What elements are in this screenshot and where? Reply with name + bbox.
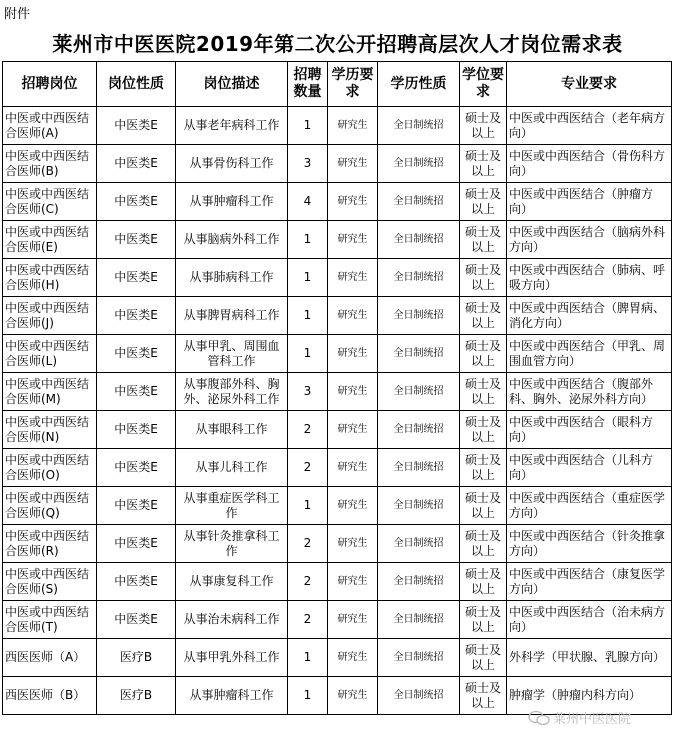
major-requirement-cell: 中医或中西医结合（眼科方向） (507, 411, 672, 449)
header-cell: 招聘岗位 (3, 62, 97, 107)
headcount-cell: 1 (288, 259, 328, 297)
headcount-cell: 1 (288, 107, 328, 145)
header-cell: 岗位性质 (97, 62, 176, 107)
education-type-cell: 全日制统招 (378, 525, 460, 563)
headcount-cell: 1 (288, 677, 328, 715)
education-type-cell: 全日制统招 (378, 183, 460, 221)
education-cell: 研究生 (328, 601, 378, 639)
watermark-text: 莱州中医医院 (553, 712, 632, 727)
education-type-cell: 全日制统招 (378, 487, 460, 525)
table-row (3, 297, 672, 335)
headcount-cell: 3 (288, 373, 328, 411)
header-row (3, 62, 672, 107)
table-row (3, 259, 672, 297)
table-row (3, 449, 672, 487)
table-row (3, 639, 672, 677)
degree-cell: 硕士及以上 (460, 373, 507, 411)
education-type-cell: 全日制统招 (378, 639, 460, 677)
degree-cell: 硕士及以上 (460, 221, 507, 259)
job-description-cell: 从事康复科工作 (176, 563, 288, 601)
degree-cell: 硕士及以上 (460, 297, 507, 335)
job-title-cell: 西医医师（B） (3, 677, 97, 715)
job-description-cell: 从事肿瘤科工作 (176, 183, 288, 221)
table-row (3, 601, 672, 639)
job-description-cell: 从事肿瘤科工作 (176, 677, 288, 715)
table-row (3, 411, 672, 449)
major-requirement-cell: 中医或中西医结合（骨伤科方向） (507, 145, 672, 183)
job-nature-cell: 中医类E (97, 259, 176, 297)
job-nature-cell: 中医类E (97, 411, 176, 449)
header-cell: 专业要求 (507, 62, 672, 107)
job-nature-cell: 中医类E (97, 563, 176, 601)
table-row (3, 373, 672, 411)
education-cell: 研究生 (328, 259, 378, 297)
education-cell: 研究生 (328, 525, 378, 563)
major-requirement-cell: 中医或中西医结合（脑病外科方向） (507, 221, 672, 259)
education-cell: 研究生 (328, 297, 378, 335)
education-type-cell: 全日制统招 (378, 601, 460, 639)
job-description-cell: 从事眼科工作 (176, 411, 288, 449)
education-type-cell: 全日制统招 (378, 221, 460, 259)
job-nature-cell: 中医类E (97, 183, 176, 221)
table-row (3, 183, 672, 221)
headcount-cell: 2 (288, 449, 328, 487)
job-description-cell: 从事脾胃病科工作 (176, 297, 288, 335)
major-requirement-cell: 中医或中西医结合（肿瘤方向） (507, 183, 672, 221)
education-type-cell: 全日制统招 (378, 259, 460, 297)
job-description-cell: 从事儿科工作 (176, 449, 288, 487)
headcount-cell: 1 (288, 639, 328, 677)
job-title-cell: 中医或中西医结合医师(B) (3, 145, 97, 183)
degree-cell: 硕士及以上 (460, 107, 507, 145)
education-cell: 研究生 (328, 145, 378, 183)
major-requirement-cell: 中医或中西医结合（肺病、呼吸方向） (507, 259, 672, 297)
major-requirement-cell: 中医或中西医结合（重症医学方向） (507, 487, 672, 525)
education-cell: 研究生 (328, 221, 378, 259)
job-description-cell: 从事甲乳、周围血管科工作 (176, 335, 288, 373)
degree-cell: 硕士及以上 (460, 525, 507, 563)
degree-cell: 硕士及以上 (460, 639, 507, 677)
education-cell: 研究生 (328, 183, 378, 221)
job-nature-cell: 中医类E (97, 221, 176, 259)
headcount-cell: 1 (288, 487, 328, 525)
degree-cell: 硕士及以上 (460, 259, 507, 297)
job-description-cell: 从事肺病科工作 (176, 259, 288, 297)
education-cell: 研究生 (328, 677, 378, 715)
job-title-cell: 中医或中西医结合医师(C) (3, 183, 97, 221)
job-title-cell: 中医或中西医结合医师(R) (3, 525, 97, 563)
header-cell: 岗位描述 (176, 62, 288, 107)
page-title: 莱州市中医医院2019年第二次公开招聘高层次人才岗位需求表 (52, 32, 623, 56)
headcount-cell: 2 (288, 601, 328, 639)
attachment-label: 附件 (4, 7, 31, 22)
job-description-cell: 从事甲乳外科工作 (176, 639, 288, 677)
header-cell: 学位要求 (460, 62, 507, 107)
degree-cell: 硕士及以上 (460, 335, 507, 373)
major-requirement-cell: 中医或中西医结合（治未病方向） (507, 601, 672, 639)
education-cell: 研究生 (328, 107, 378, 145)
major-requirement-cell: 中医或中西医结合（甲乳、周围血管方向） (507, 335, 672, 373)
header-cell: 学历性质 (378, 62, 460, 107)
major-requirement-cell: 外科学（甲状腺、乳腺方向） (507, 639, 672, 677)
header-cell: 学历要求 (328, 62, 378, 107)
degree-cell: 硕士及以上 (460, 601, 507, 639)
table-row (3, 525, 672, 563)
education-type-cell: 全日制统招 (378, 297, 460, 335)
education-cell: 研究生 (328, 639, 378, 677)
job-title-cell: 中医或中西医结合医师(T) (3, 601, 97, 639)
job-nature-cell: 中医类E (97, 601, 176, 639)
job-description-cell: 从事重症医学科工作 (176, 487, 288, 525)
job-description-cell: 从事针灸推拿科工作 (176, 525, 288, 563)
job-nature-cell: 医疗B (97, 677, 176, 715)
education-type-cell: 全日制统招 (378, 677, 460, 715)
job-title-cell: 中医或中西医结合医师(A) (3, 107, 97, 145)
education-type-cell: 全日制统招 (378, 563, 460, 601)
table-row (3, 221, 672, 259)
header-cell: 招聘数量 (288, 62, 328, 107)
job-nature-cell: 中医类E (97, 449, 176, 487)
wechat-icon (528, 710, 550, 726)
job-title-cell: 中医或中西医结合医师(E) (3, 221, 97, 259)
job-description-cell: 从事老年病科工作 (176, 107, 288, 145)
headcount-cell: 2 (288, 563, 328, 601)
major-requirement-cell: 中医或中西医结合（针灸推拿方向） (507, 525, 672, 563)
job-title-cell: 中医或中西医结合医师(L) (3, 335, 97, 373)
education-type-cell: 全日制统招 (378, 145, 460, 183)
headcount-cell: 1 (288, 221, 328, 259)
job-nature-cell: 医疗B (97, 639, 176, 677)
watermark (528, 708, 631, 727)
major-requirement-cell: 中医或中西医结合（儿科方向） (507, 449, 672, 487)
major-requirement-cell: 中医或中西医结合（腹部外科、胸外、泌尿外科方向） (507, 373, 672, 411)
education-cell: 研究生 (328, 563, 378, 601)
job-nature-cell: 中医类E (97, 525, 176, 563)
degree-cell: 硕士及以上 (460, 145, 507, 183)
education-type-cell: 全日制统招 (378, 107, 460, 145)
job-description-cell: 从事脑病外科工作 (176, 221, 288, 259)
job-description-cell: 从事骨伤科工作 (176, 145, 288, 183)
table-row (3, 145, 672, 183)
degree-cell: 硕士及以上 (460, 677, 507, 715)
job-title-cell: 中医或中西医结合医师(O) (3, 449, 97, 487)
education-cell: 研究生 (328, 449, 378, 487)
major-requirement-cell: 中医或中西医结合（脾胃病、消化方向） (507, 297, 672, 335)
job-title-cell: 中医或中西医结合医师(J) (3, 297, 97, 335)
headcount-cell: 3 (288, 145, 328, 183)
table-row (3, 487, 672, 525)
table-row (3, 563, 672, 601)
job-title-cell: 中医或中西医结合医师(S) (3, 563, 97, 601)
headcount-cell: 1 (288, 297, 328, 335)
major-requirement-cell: 中医或中西医结合（康复医学方向） (507, 563, 672, 601)
job-title-cell: 西医医师（A） (3, 639, 97, 677)
job-description-cell: 从事腹部外科、胸外、泌尿外科工作 (176, 373, 288, 411)
degree-cell: 硕士及以上 (460, 411, 507, 449)
headcount-cell: 1 (288, 335, 328, 373)
education-cell: 研究生 (328, 411, 378, 449)
recruitment-table (2, 61, 672, 715)
job-title-cell: 中医或中西医结合医师(H) (3, 259, 97, 297)
job-nature-cell: 中医类E (97, 373, 176, 411)
education-type-cell: 全日制统招 (378, 411, 460, 449)
major-requirement-cell: 肿瘤学（肿瘤内科方向） (507, 677, 672, 715)
job-nature-cell: 中医类E (97, 107, 176, 145)
table-row (3, 335, 672, 373)
job-title-cell: 中医或中西医结合医师(N) (3, 411, 97, 449)
headcount-cell: 4 (288, 183, 328, 221)
job-title-cell: 中医或中西医结合医师(M) (3, 373, 97, 411)
job-title-cell: 中医或中西医结合医师(Q) (3, 487, 97, 525)
headcount-cell: 2 (288, 525, 328, 563)
degree-cell: 硕士及以上 (460, 563, 507, 601)
education-type-cell: 全日制统招 (378, 335, 460, 373)
education-type-cell: 全日制统招 (378, 449, 460, 487)
degree-cell: 硕士及以上 (460, 449, 507, 487)
table-row (3, 107, 672, 145)
major-requirement-cell: 中医或中西医结合（老年病方向） (507, 107, 672, 145)
headcount-cell: 2 (288, 411, 328, 449)
job-nature-cell: 中医类E (97, 335, 176, 373)
education-cell: 研究生 (328, 487, 378, 525)
education-type-cell: 全日制统招 (378, 373, 460, 411)
job-description-cell: 从事治未病科工作 (176, 601, 288, 639)
job-nature-cell: 中医类E (97, 297, 176, 335)
job-nature-cell: 中医类E (97, 487, 176, 525)
degree-cell: 硕士及以上 (460, 487, 507, 525)
job-nature-cell: 中医类E (97, 145, 176, 183)
degree-cell: 硕士及以上 (460, 183, 507, 221)
education-cell: 研究生 (328, 335, 378, 373)
education-cell: 研究生 (328, 373, 378, 411)
